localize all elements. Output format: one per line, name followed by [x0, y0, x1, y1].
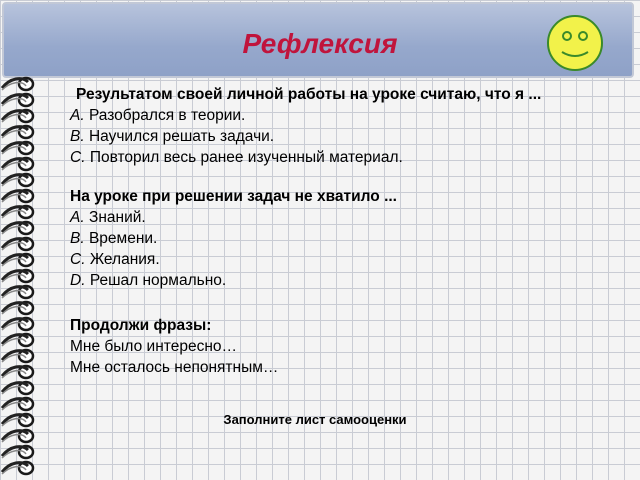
option-letter: A. — [70, 209, 85, 226]
question-1-option-c — [70, 149, 403, 167]
option-text: Повторил весь ранее изученный материал. — [89, 149, 403, 166]
option-text: Времени. — [88, 230, 158, 247]
spiral-binding-icon — [0, 76, 40, 480]
question-2-option-d — [70, 272, 226, 290]
question-2-option-c — [70, 251, 160, 269]
option-letter: C. — [70, 251, 86, 268]
question-2-option-a — [70, 209, 146, 227]
option-letter: D. — [70, 272, 86, 289]
option-text: Разобрался в теории. — [88, 107, 246, 124]
option-text: Знаний. — [88, 209, 146, 226]
continue-heading: Продолжи фразы: — [70, 317, 212, 334]
smiley-face-icon — [546, 14, 604, 72]
question-1-option-b — [70, 128, 274, 146]
option-text: Желания. — [89, 251, 160, 268]
option-letter: B. — [70, 128, 85, 145]
option-text: Научился решать задачи. — [88, 128, 275, 145]
slide-title: Рефлексия — [242, 28, 398, 59]
option-text: Решал нормально. — [89, 272, 227, 289]
continue-line-1: Мне было интересно… — [70, 338, 237, 355]
option-letter: A. — [70, 107, 85, 124]
footer-note: Заполните лист самооценки — [223, 412, 407, 427]
question-1-prompt: Результатом своей личной работы на уроке считаю, что я ... — [76, 86, 542, 103]
continue-line-2: Мне осталось непонятным… — [70, 359, 279, 376]
question-2-prompt: На уроке при решении задач не хватило ... — [70, 188, 397, 205]
question-2-option-b — [70, 230, 157, 248]
option-letter: C. — [70, 149, 86, 166]
title-bar — [2, 2, 634, 78]
option-letter: B. — [70, 230, 85, 247]
question-1-option-a — [70, 107, 245, 125]
